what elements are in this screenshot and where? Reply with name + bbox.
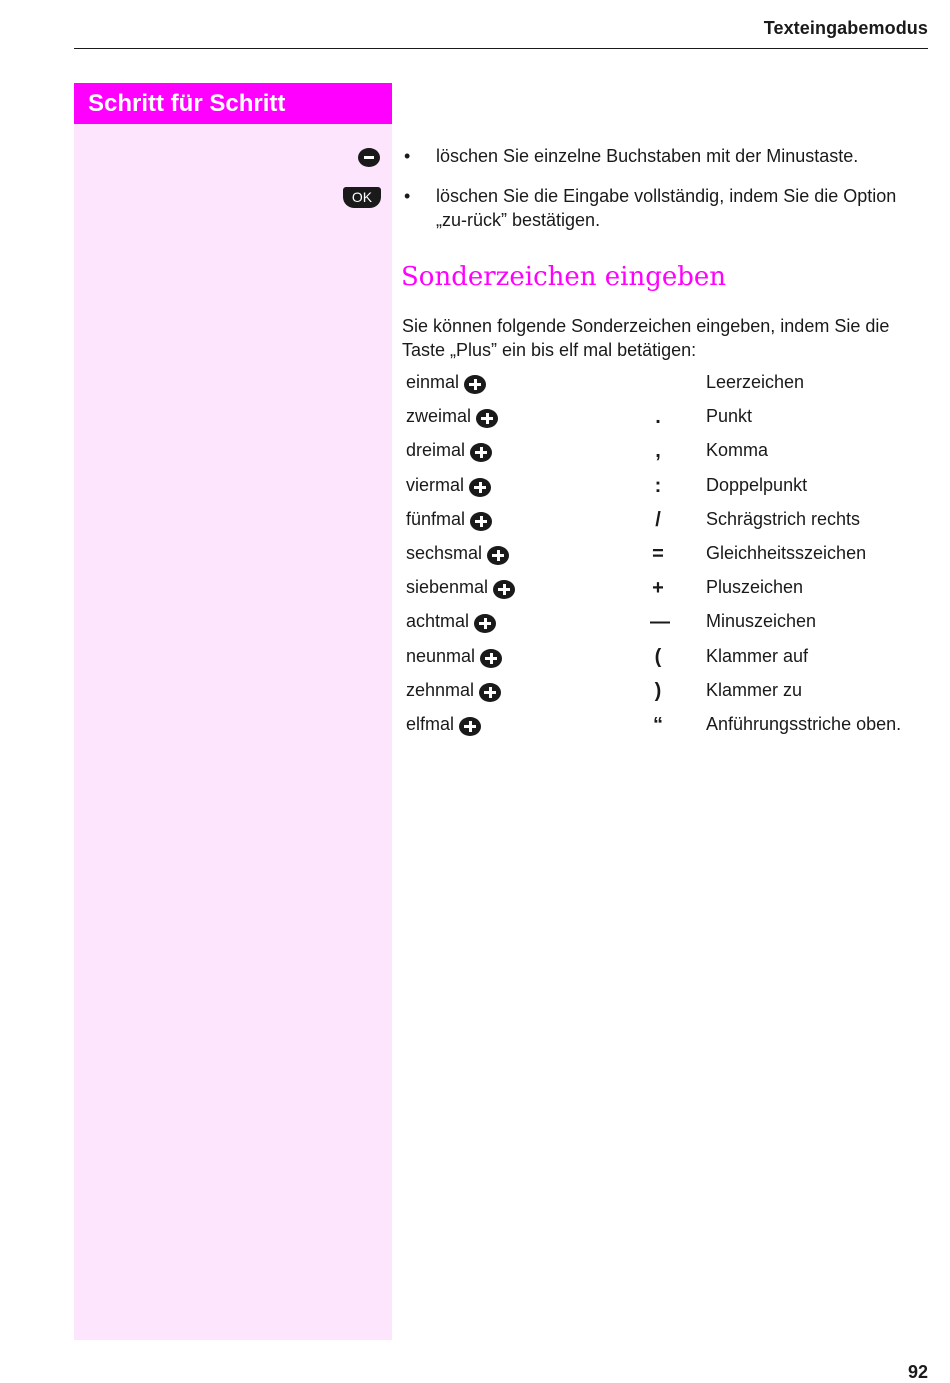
special-character-symbol: ) — [654, 679, 662, 702]
special-character-symbol: : — [654, 474, 662, 497]
minus-key-icon — [358, 148, 380, 167]
table-row — [406, 611, 946, 645]
special-character-name: Minuszeichen — [706, 611, 817, 632]
press-count-label: zehnmal — [406, 679, 475, 700]
special-character-symbol: “ — [653, 713, 663, 736]
special-character-symbol: , — [655, 440, 661, 463]
special-character-name: Klammer zu — [706, 679, 803, 700]
plus-key-icon — [470, 512, 492, 531]
press-count-label: viermal — [406, 474, 465, 495]
press-count-cell — [406, 611, 496, 633]
press-count-label: neunmal — [406, 645, 476, 666]
bullet-dot: • — [404, 146, 411, 166]
section-heading: Sonderzeichen eingeben — [401, 262, 727, 292]
press-count-cell — [406, 440, 492, 462]
table-row — [406, 543, 946, 577]
press-count-cell — [406, 475, 491, 497]
special-character-name: Doppelpunkt — [706, 474, 808, 495]
plus-key-icon — [476, 409, 498, 428]
bullet-text: löschen Sie einzelne Buchstaben mit der Minustaste. — [436, 146, 859, 166]
press-count-cell — [406, 714, 481, 736]
plus-key-icon — [474, 614, 496, 633]
sidebar-panel — [74, 124, 392, 1340]
special-character-name: Punkt — [706, 406, 753, 427]
special-character-name: Komma — [706, 440, 769, 461]
table-row — [406, 577, 946, 611]
special-character-name: Gleichheitsszeichen — [706, 542, 867, 563]
plus-key-icon — [470, 443, 492, 462]
press-count-cell — [406, 509, 492, 531]
press-count-label: elfmal — [406, 713, 455, 734]
table-row — [406, 509, 946, 543]
special-character-name: Leerzeichen — [706, 372, 805, 392]
page-number: 92 — [907, 1362, 928, 1382]
press-count-label: fünfmal — [406, 508, 466, 529]
press-count-label: dreimal — [406, 440, 466, 461]
press-count-label: einmal — [406, 372, 460, 392]
plus-key-icon — [469, 478, 491, 497]
special-character-name: Klammer auf — [706, 645, 809, 666]
special-character-symbol: / — [655, 508, 661, 531]
press-count-cell — [406, 646, 502, 668]
press-count-cell — [406, 577, 515, 599]
table-row — [406, 440, 946, 474]
plus-key-icon — [493, 580, 515, 599]
special-character-symbol: ( — [654, 645, 662, 668]
special-character-name: Pluszeichen — [706, 577, 804, 598]
ok-key-icon: OK — [343, 187, 381, 208]
table-row — [406, 714, 946, 748]
table-row — [406, 406, 946, 440]
section-intro: Sie können folgende Sonderzeichen eingeben, indem Sie die Taste „Plus” ein bis elf mal betätigen: — [402, 316, 890, 360]
special-characters-table — [406, 372, 946, 748]
special-character-symbol: = — [652, 542, 664, 565]
plus-key-icon — [459, 717, 481, 736]
press-count-cell — [406, 680, 501, 702]
bullet-item-delete-char — [404, 144, 924, 168]
plus-key-icon — [480, 649, 502, 668]
plus-key-icon — [487, 546, 509, 565]
bullet-text: löschen Sie die Eingabe vollständig, indem Sie die Option „zu-rück” bestätigen. — [436, 186, 897, 230]
special-character-name: Schrägstrich rechts — [706, 508, 861, 529]
table-row — [406, 475, 946, 509]
press-count-cell — [406, 406, 498, 428]
special-character-symbol: + — [652, 577, 664, 600]
press-count-cell — [406, 543, 509, 565]
press-count-label: siebenmal — [406, 577, 489, 598]
press-count-label: zweimal — [406, 406, 472, 427]
plus-key-icon — [479, 683, 501, 702]
sidebar-banner: Schritt für Schritt — [74, 83, 392, 124]
bullet-dot: • — [404, 186, 411, 206]
bullet-item-delete-all — [404, 184, 924, 232]
plus-key-icon — [464, 375, 486, 394]
special-character-name: Anführungsstriche oben. — [706, 713, 902, 734]
header-divider — [74, 48, 928, 49]
table-row — [406, 372, 946, 406]
press-count-label: achtmal — [406, 611, 470, 632]
special-character-symbol: — — [650, 611, 670, 634]
press-count-label: sechsmal — [406, 542, 483, 563]
table-row — [406, 646, 946, 680]
press-count-cell — [406, 372, 486, 394]
table-row — [406, 680, 946, 714]
page-header-title: Texteingabemodus — [763, 18, 928, 38]
special-character-symbol: . — [655, 406, 661, 429]
